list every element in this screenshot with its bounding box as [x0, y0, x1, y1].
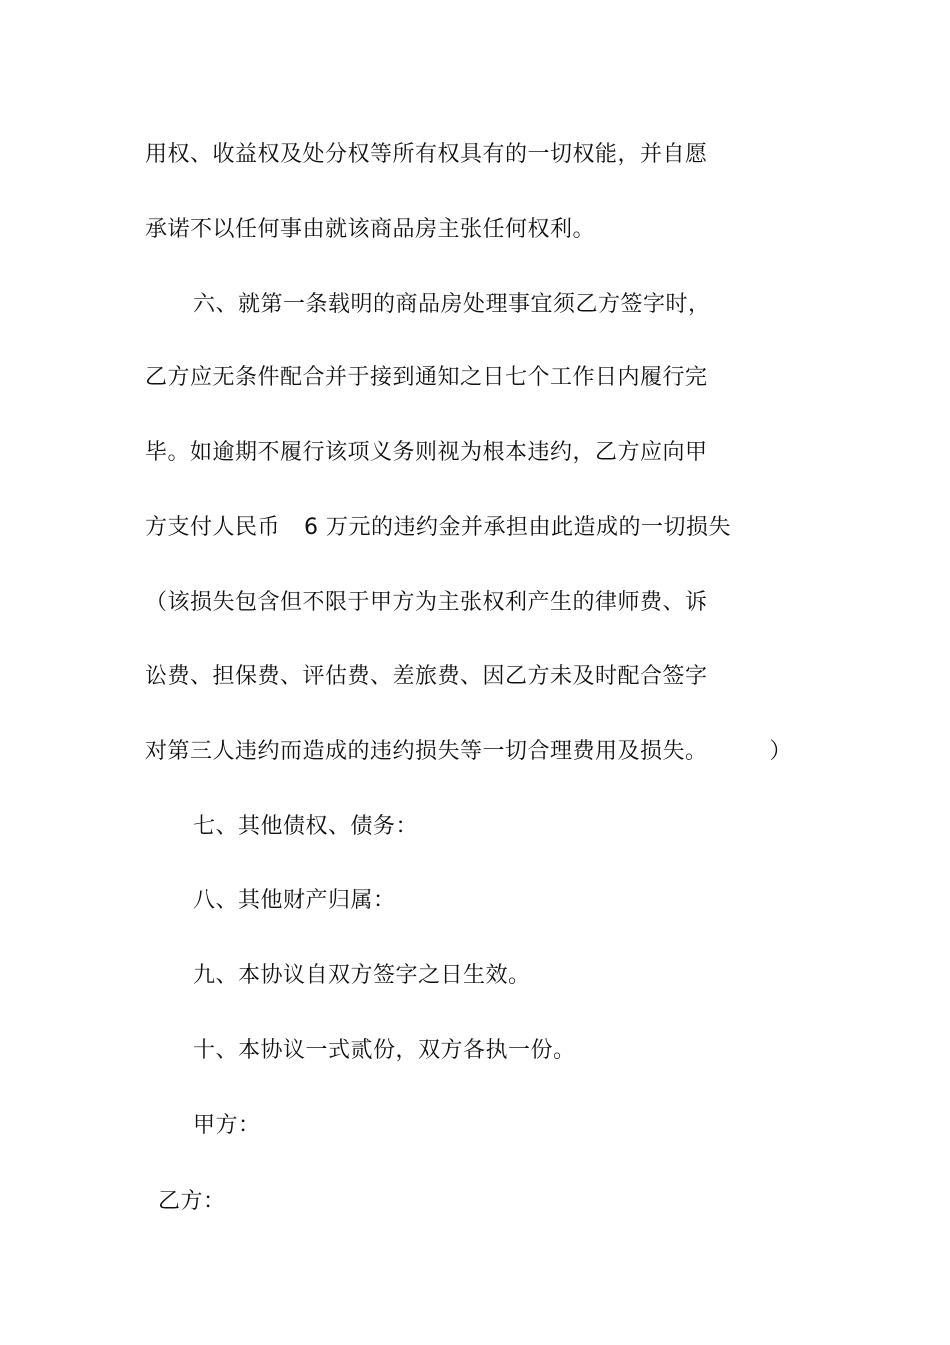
text-line [145, 513, 731, 543]
closing-parenthesis: ） [769, 739, 793, 764]
penalty-amount-text: 6 万元的违约金并承担由此造成的一切损失 [304, 515, 732, 540]
text-segment: 对第三人违约而造成的违约损失等一切合理费用及损失。 [145, 739, 708, 764]
text-line: 乙方应无条件配合并于接到通知之日七个工作日内履行完 [145, 365, 708, 390]
text-line: 讼费、担保费、评估费、差旅费、因乙方未及时配合签字 [145, 664, 708, 689]
text-line: 毕。如逾期不履行该项义务则视为根本违约，乙方应向甲 [145, 440, 708, 465]
text-line [145, 737, 792, 767]
party-a-signature-label: 甲方： [193, 1113, 261, 1138]
text-segment: 方支付人民币 [145, 515, 281, 540]
clause-8-line: 八、其他财产归属： [193, 888, 396, 913]
text-line: （该损失包含但不限于甲方为主张权利产生的律师费、诉 [145, 590, 708, 615]
clause-10-line: 十、本协议一式贰份，双方各执一份。 [193, 1038, 576, 1063]
clause-9-line: 九、本协议自双方签字之日生效。 [193, 963, 531, 988]
text-line: 承诺不以任何事由就该商品房主张任何权利。 [145, 217, 596, 242]
clause-7-line: 七、其他债权、债务： [193, 814, 419, 839]
party-b-signature-label: 乙方： [158, 1189, 226, 1214]
text-line: 用权、收益权及处分权等所有权具有的一切权能，并自愿 [145, 142, 708, 167]
clause-6-heading-line: 六、就第一条载明的商品房处理事宜须乙方签字时， [193, 292, 711, 317]
